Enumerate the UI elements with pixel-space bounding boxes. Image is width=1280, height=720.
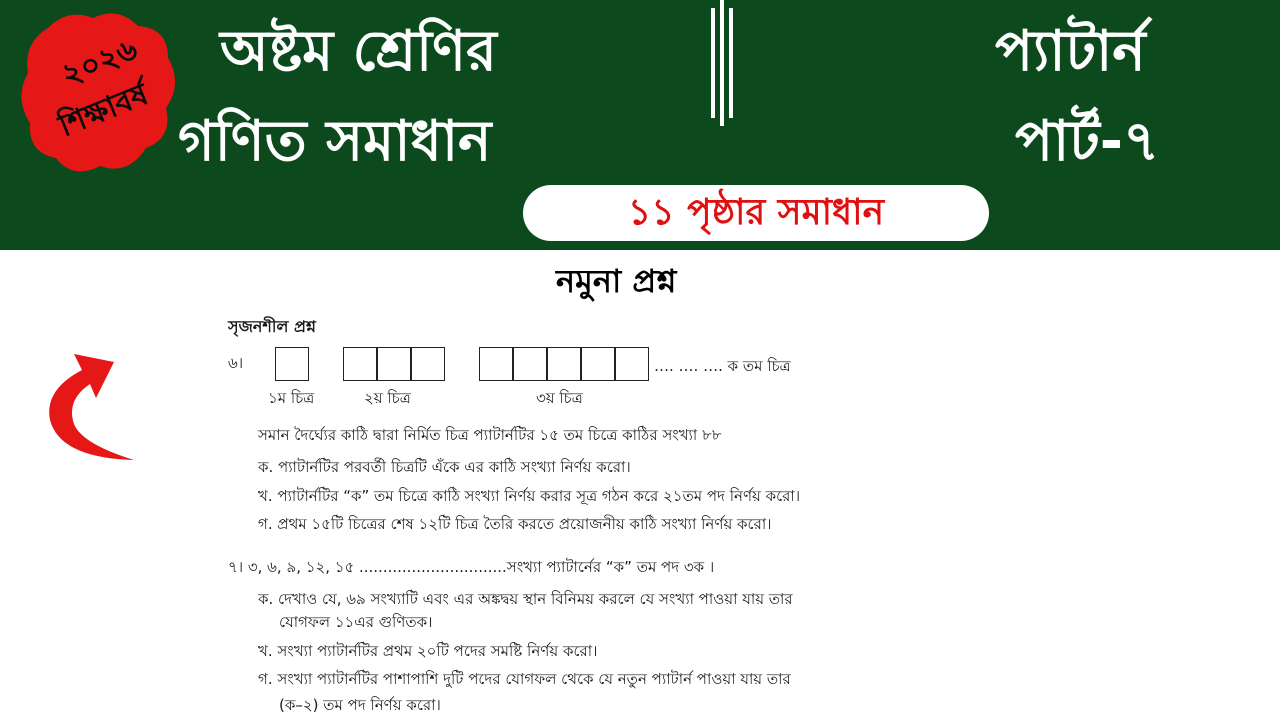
stick-square (479, 347, 513, 381)
stick-square (411, 347, 445, 381)
q6-part-a: ক. প্যাটার্নটির পরবর্তী চিত্রটি এঁকে এর কাঠি সংখ্যা নির্ণয় করো। (258, 458, 631, 476)
stick-square (377, 347, 411, 381)
separator-bar (711, 8, 715, 118)
q7-part-a-line2: যোগফল ১১এর গুণিতক। (279, 613, 433, 631)
q7-part-c-line2: (ক–২) তম পদ নির্ণয় করো। (279, 696, 441, 714)
q6-part-c: গ. প্রথম ১৫টি চিত্রের শেষ ১২টি চিত্র তৈরি করতে প্রয়োজনীয় কাঠি সংখ্যা নির্ণয় করো। (258, 515, 772, 533)
topic-line-2: পার্ট-৭ (1015, 109, 1160, 174)
q6-stem: সমান দৈর্ঘ্যের কাঠি দ্বারা নির্মিত চিত্র প্যাটার্নটির ১৫ তম চিত্রে কাঠির সংখ্যা ৮৮ (258, 426, 722, 444)
separator-bar (720, 0, 724, 126)
page-solution-pill: ১১ পৃষ্ঠার সমাধান (523, 185, 989, 241)
q6-part-b: খ. প্যাটার্নটির “ক” তম চিত্রে কাঠি সংখ্যা নির্ণয় করার সূত্র গঠন করে ২১তম পদ নির্ণয় করো। (258, 487, 801, 505)
session-badge (18, 8, 180, 178)
badge-label: শিক্ষাবর্ষ (54, 77, 154, 145)
stick-square (275, 347, 309, 381)
stick-square (513, 347, 547, 381)
figure-1-label: ১ম চিত্র (268, 389, 315, 407)
stick-square (615, 347, 649, 381)
stick-square (547, 347, 581, 381)
title-banner (0, 0, 1280, 250)
q7-stem: ৭। ৩, ৬, ৯, ১২, ১৫ ...............................সংখ্যা প্যাটার্নের “ক” তম পদ ৩ক । (228, 558, 715, 576)
badge-year: ২০২৬ (56, 31, 143, 94)
q7-part-a-line1: ক. দেখাও যে, ৬৯ সংখ্যাটি এবং এর অঙ্কদ্বয় স্থান বিনিময় করলে যে সংখ্যা পাওয়া যায় তার (258, 590, 793, 608)
title-line-1: অষ্টম শ্রেণির (220, 19, 497, 84)
figure-2-label: ২য় চিত্র (364, 389, 411, 407)
section-heading: সৃজনশীল প্রশ্ন (228, 317, 316, 336)
q7-part-c-line1: গ. সংখ্যা প্যাটার্নটির পাশাপাশি দুটি পদের যোগফল থেকে যে নতুন প্যাটার্ন পাওয়া যায় তার (258, 670, 791, 688)
separator-bar (729, 8, 733, 118)
topic-line-1: প্যাটার্ন (995, 19, 1146, 84)
page-title: নমুনা প্রশ্ন (556, 262, 677, 300)
stick-square (343, 347, 377, 381)
stick-square (581, 347, 615, 381)
q6-number: ৬। (228, 354, 244, 372)
title-line-2: গণিত সমাধান (178, 109, 492, 174)
curved-arrow-icon (30, 340, 150, 470)
figure-k-label: …. …. …. ক তম চিত্র (654, 357, 791, 375)
q7-part-b: খ. সংখ্যা প্যাটার্নটির প্রথম ২০টি পদের সমষ্টি নির্ণয় করো। (258, 642, 598, 660)
figure-3-label: ৩য় চিত্র (536, 389, 583, 407)
